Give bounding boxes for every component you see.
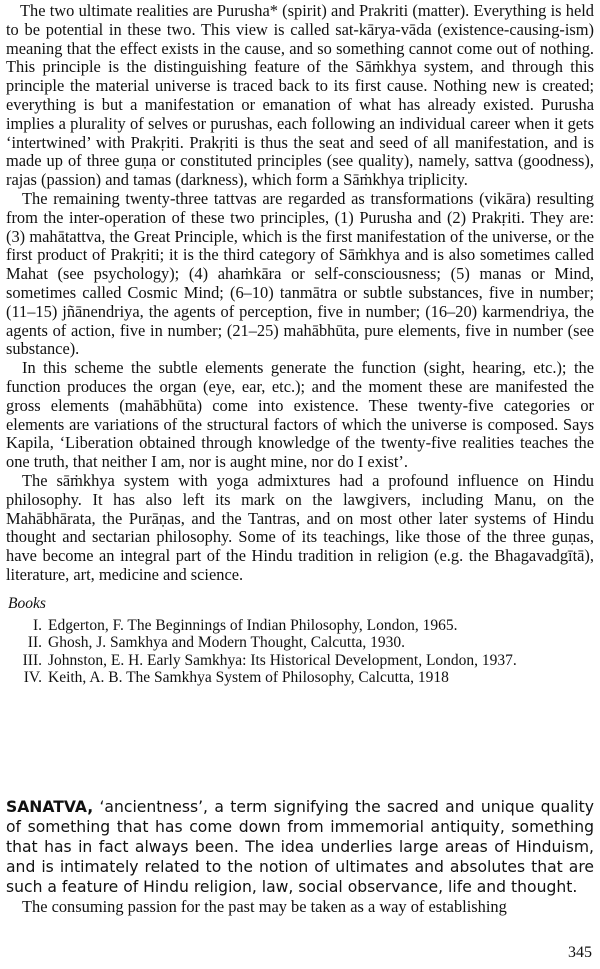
entry-paragraph — [6, 797, 594, 897]
book-number: III. — [22, 651, 42, 669]
books-list — [6, 617, 594, 687]
samkhya-article — [6, 2, 594, 687]
book-number: IV. — [23, 669, 42, 687]
paragraph-1: The two ultimate realities are Purusha* (spirit) and Prakriti (matter). Everything is held to be potential in these two. This view is called sat-kārya-vāda (existence-causing-ism) meaning that the effect exists in the cause, and so something cannot come out of nothing. This principle is the distinguishing feature of the Sāṁkhya system, and through this principle the material universe is traced back to its first cause. Nothing new is created; everything is but a manifestation or emanation of what has already existed. Purusha implies a plurality of selves or purushas, each following an individual career when it gets ‘intertwined’ with Prakṛiti. Prakṛiti is thus the seat and seed of all manifestation, and is made up of three guṇa or constituted principles (see quality), namely, sattva (goodness), rajas (passion) and tamas (darkness), which form a Sāṁkhya triplicity. — [6, 1, 594, 190]
entry-term: SANATVA, — [6, 798, 94, 816]
books-heading: Books — [8, 594, 46, 612]
sanatva-entry — [6, 797, 594, 917]
paragraph-4: The sāṁkhya system with yoga admixtures had a profound influence on Hindu philosophy. It has also left its mark on the lawgivers, including Manu, on the Mahābhārata, the Purāṇas, and the Tantras, and on most other later systems of Hindu thought and sectarian philosophy. Some of its teachings, like those of the three guṇas, have become an integral part of the Hindu tradition in religion (e.g. the Bhagavadgītā), literature, art, medicine and science. — [6, 470, 594, 584]
book-citation: Ghosh, J. Samkhya and Modern Thought, Calcutta, 1930. — [48, 634, 406, 652]
paragraph-3: In this scheme the subtle elements generate the function (sight, hearing, etc.); the function produces the organ (eye, ear, etc.); and the moment these are manifested the gross elements (mahābhūta) come into existence. These twenty-five categories or elements are variations of the structural factors of which the universe is composed. Says Kapila, ‘Liberation obtained through knowledge of the twenty-five realities teaches the one truth, that neither I am, nor is aught mine, nor do I exist’. — [6, 358, 594, 472]
book-citation: Edgerton, F. The Beginnings of Indian Philosophy, London, 1965. — [48, 616, 458, 634]
book-item — [6, 617, 594, 635]
book-citation: Keith, A. B. The Samkhya System of Philosophy, Calcutta, 1918 — [48, 669, 449, 687]
entry-continuation: The consuming passion for the past may be taken as a way of establishing — [22, 897, 507, 916]
book-citation: Johnston, E. H. Early Samkhya: Its Historical Development, London, 1937. — [48, 651, 517, 669]
paragraph-2: The remaining twenty-three tattvas are regarded as transformations (vikāra) resulting from the inter-operation of these two principles, (1) Purusha and (2) Prakṛiti. They are: (3) mahātattva, the Great Principle, which is the first manifestation of the universe, or the first product of Prakṛiti; it is the third category of Sāṁkhya and is also sometimes called Mahat (see psychology); (4) ahaṁkāra or self-consciousness; (5) manas or Mind, sometimes called Cosmic Mind; (6–10) tanmātra or subtle substances, five in number; (11–15) jñānendriya, the agents of perception, five in number; (16–20) karmendriya, the agents of action, five in number; (21–25) mahābhūta, pure elements, five in number (see substance). — [6, 188, 594, 359]
page-number: 345 — [568, 944, 592, 961]
entry-definition: ‘ancientness’, a term signifying the sacred and unique quality of something that has come down from immemorial antiquity, something that has in fact always been. The idea underlies large areas of Hinduism, and is intimately related to the notion of ultimates and absolutes that are such a feature of Hindu religion, law, social observance, life and thought. — [6, 798, 594, 896]
book-item — [6, 669, 594, 687]
book-item — [6, 634, 594, 652]
book-number: I. — [32, 616, 42, 634]
book-number: II. — [27, 634, 42, 652]
book-item — [6, 652, 594, 670]
